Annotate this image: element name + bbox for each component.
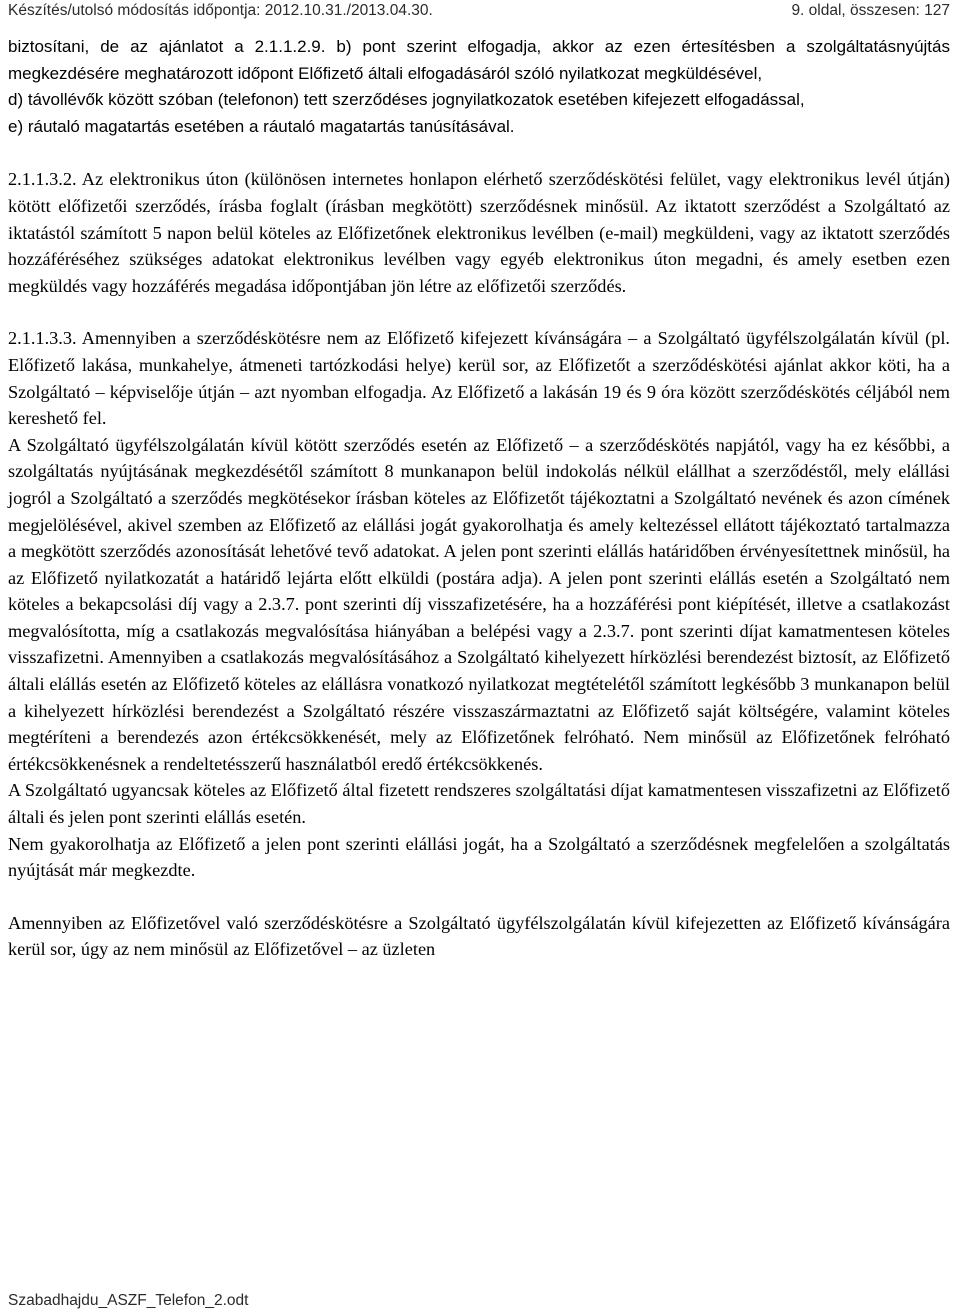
paragraph-item-e: e) ráutaló magatartás esetében a ráutaló magatartás tanúsításával. xyxy=(8,116,515,136)
header-page-count: 9. oldal, összesen: 127 xyxy=(791,2,950,19)
paragraph-intro: biztosítani, de az ajánlatot a 2.1.1.2.9. b) pont szerint elfogadja, akkor az ezen értesítésben a szolgáltatásnyújtás megkezdésére meghatározott időpont Előfizető általi elfogadásáról szóló nyilatkozat megküldésével, xyxy=(8,37,950,83)
paragraph-no-withdrawal: Nem gyakorolhatja az Előfizető a jelen pont szerinti elállási jogát, ha a Szolgáltató a szerződésnek megfelelően a szolgáltatás nyújtását már megkezdte. xyxy=(8,833,950,881)
page-header xyxy=(8,2,950,26)
document-body xyxy=(8,34,950,963)
page-footer xyxy=(8,1292,248,1310)
paragraph-2-1-1-3-3: 2.1.1.3.3. Amennyiben a szerződéskötésre nem az Előfizető kifejezett kívánságára – a Szolgáltató ügyfélszolgálatán kívül (pl. Előfizető lakása, munkahelye, átmeneti tartózkodási helye) kerül sor, az Előfizetőt a szerződéskötési ajánlat akkor köti, ha a Szolgáltató – képviselője útján – azt nyomban elfogadja. Az Előfizető a lakásán 19 és 9 óra között szerződéskötés céljából nem kereshető fel. xyxy=(8,328,950,429)
paragraph-outside-office: Amennyiben az Előfizetővel való szerződéskötésre a Szolgáltató ügyfélszolgálatán kívül kifejezetten az Előfizető kívánságára kerül sor, úgy az nem minősül az Előfizetővel – az üzleten xyxy=(8,912,950,960)
paragraph-2-1-1-3-2: 2.1.1.3.2. Az elektronikus úton (különösen internetes honlapon elérhető szerződéskötési felület, vagy elektronikus levél útján) kötött előfizetői szerződés, írásba foglalt (írásban megkötött) szerződésnek minősül. Az iktatott szerződést a Szolgáltató az iktatástól számított 5 napon belül köteles az Előfizetőnek elektronikus levélben (e-mail) megküldeni, vagy az iktatott szerződés hozzáféréséhez szükséges adatokat elektronikus levélben vagy egyéb elektronikus úton megadni, és amely esetben ezen megküldés vagy hozzáférés megadása időpontjában jön létre az előfizetői szerződés. xyxy=(8,169,950,296)
paragraph-item-d: d) távollévők között szóban (telefonon) tett szerződéses jognyilatkozatok esetében kifejezett elfogadással, xyxy=(8,90,805,110)
footer-filename: Szabadhajdu_ASZF_Telefon_2.odt xyxy=(8,1292,249,1309)
paragraph-refund: A Szolgáltató ugyancsak köteles az Előfizető által fizetett rendszeres szolgáltatási díjat kamatmentesen visszafizetni az Előfizető általi és jelen pont szerinti elállás esetén. xyxy=(8,780,950,828)
paragraph-withdrawal: A Szolgáltató ügyfélszolgálatán kívül kötött szerződés esetén az Előfizető – a szerződéskötés napjától, vagy ha ez későbbi, a szolgáltatás nyújtásának megkezdésétől számított 8 munkanapon belül indokolás nélkül elállhat a szerződéstől, mely elállási jogról a Szolgáltató a szerződés megkötésekor írásban köteles az Előfizetőt tájékoztatni a Szolgáltató nevének és azon címének megjelölésével, akivel szemben az Előfizető az elállási jogát gyakorolhatja és amely keltezéssel ellátott tájékoztató tartalmazza a megkötött szerződés azonosítását lehetővé tevő adatokat. A jelen pont szerinti elállás határidőben érvényesítettnek minősül, ha az Előfizető nyilatkozatát a határidő lejárta előtt elküldi (postára adja). A jelen pont szerinti elállás esetén a Szolgáltató nem köteles a bekapcsolási díj vagy a 2.3.7. pont szerinti díj visszafizetésére, ha a hozzáférési pont kiépítését, illetve a csatlakozást megvalósította, míg a csatlakozás megvalósítása hiányában a belépési vagy a 2.3.7. pont szerinti díjat kamatmentesen köteles visszafizetni. Amennyiben a csatlakozás megvalósításához a Szolgáltató kihelyezett hírközlési berendezést biztosít, az Előfizető általi elállás esetén az Előfizető köteles az elállásra vonatkozó nyilatkozat megtételétől számított legkésőbb 3 munkanapon belül a kihelyezett hírközlési berendezést a Szolgáltató részére visszaszármaztatni az Előfizető saját költségére, valamint köteles megtéríteni a berendezés azon értékcsökkenését, mely az Előfizetőnek felróható. Nem minősül az Előfizetőnek felróható értékcsökkenésnek a rendeltetésszerű használatból eredő értékcsökkenés. xyxy=(8,434,950,774)
header-timestamp: Készítés/utolsó módosítás időpontja: 2012.10.31./2013.04.30. xyxy=(8,2,433,19)
